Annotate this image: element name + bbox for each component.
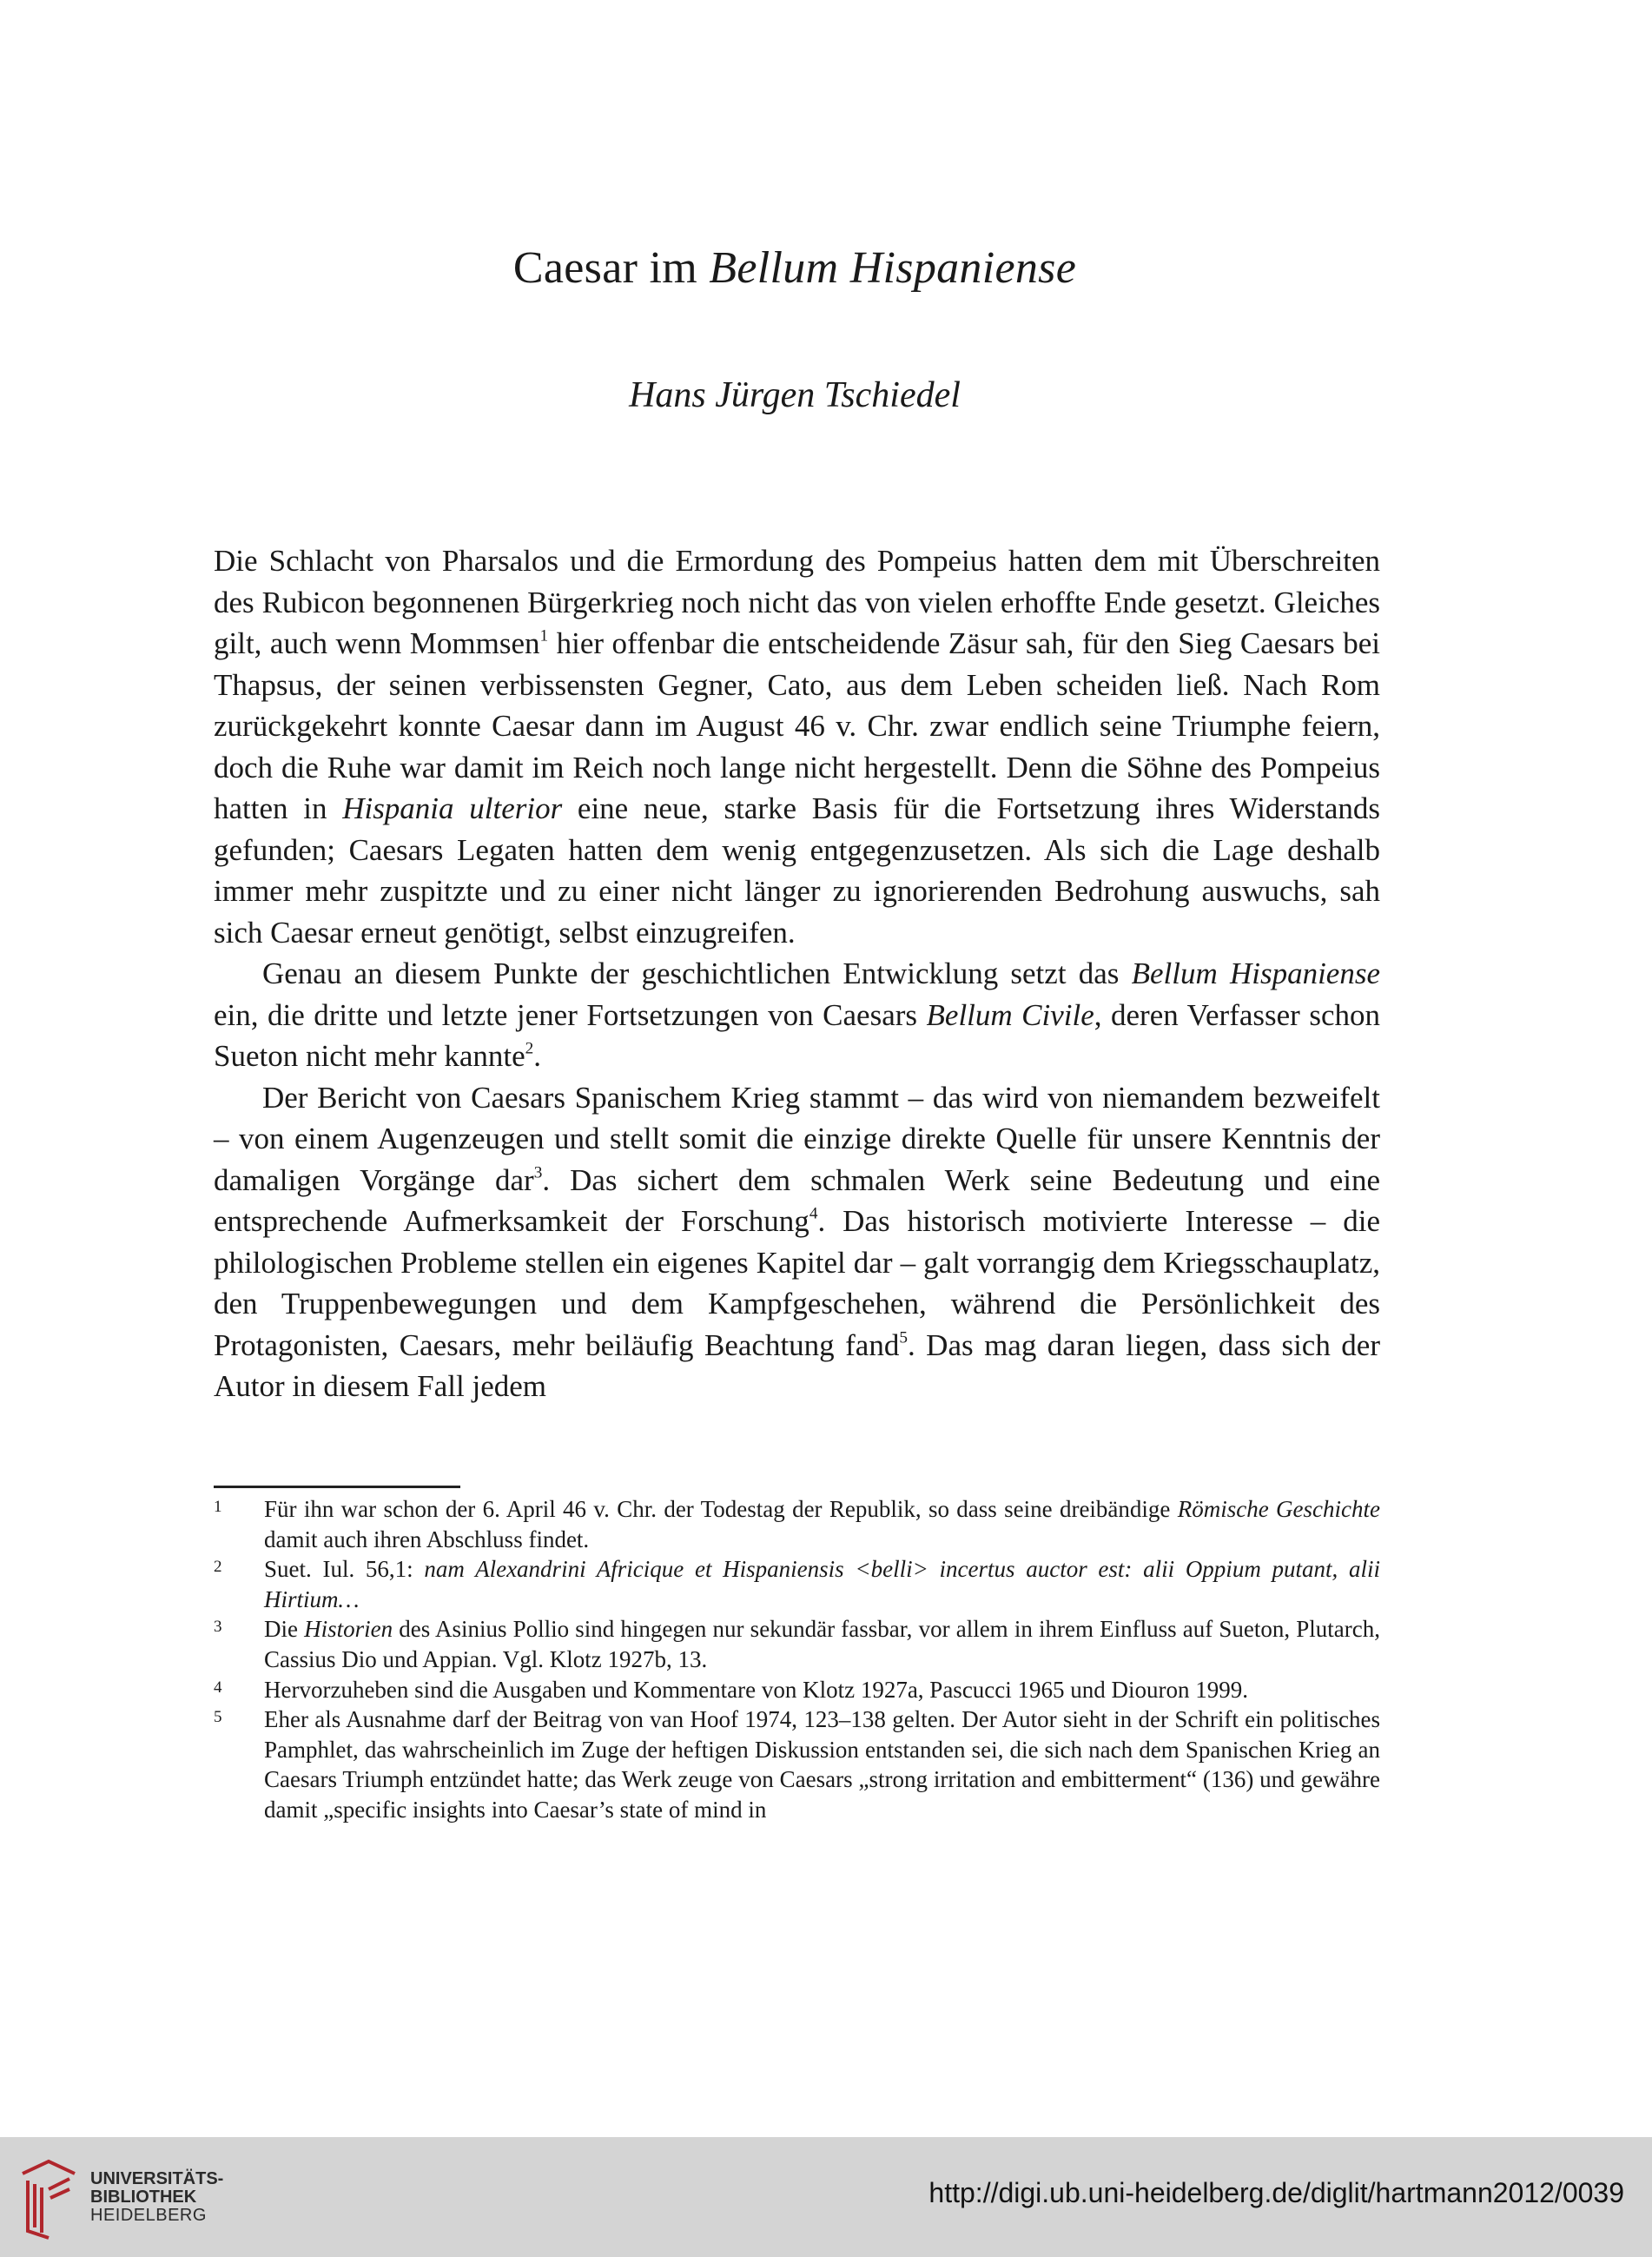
- footnote-number: 4: [214, 1678, 222, 1697]
- paragraph-3: [214, 1077, 1380, 1407]
- italic-run: Historien: [304, 1616, 393, 1643]
- text-run: hier offenbar die entscheidende Zäsur sah, für den Sieg Caesars bei Thapsus, der seinen verbissensten Gegner, Cato, aus dem Leben scheiden ließ. Nach Rom zurückgekehrt konnte Caesar dann im August 46 v. Chr. zwar endlich seine Triumphe feiern, doch die Ruhe war damit im Reich noch lange nicht hergestellt. Denn die Söhne des Pompeius hatten in: [214, 626, 1380, 825]
- logo-line-3: HEIDELBERG: [90, 2206, 207, 2225]
- text-run: Genau an diesem Punkte der geschichtlichen Entwicklung setzt das: [262, 956, 1132, 990]
- footnote-2: [214, 1554, 1380, 1614]
- footer-bar: [0, 2137, 1652, 2257]
- footnotes: [214, 1494, 1380, 1825]
- text-run: .: [533, 1039, 542, 1073]
- text-run: Für ihn war schon der 6. April 46 v. Chr. der Todestag der Republik, so dass seine dreibändige: [264, 1496, 1178, 1522]
- library-logo[interactable]: [16, 2154, 224, 2241]
- title-italic: Bellum Hispaniense: [709, 243, 1077, 293]
- footnote-divider: [214, 1486, 460, 1488]
- footnote-ref-3[interactable]: 3: [533, 1163, 543, 1182]
- italic-run: Bellum Hispaniense: [1131, 956, 1380, 990]
- text-run: Eher als Ausnahme darf der Beitrag von van Hoof 1974, 123–138 gelten. Der Autor sieht in der Schrift ein politisches Pamphlet, das wahrscheinlich im Zuge der heftigen Diskussion entstanden sei, die sich nach dem Spanischen Krieg an Caesars Triumph entzündet hatte; das Werk zeuge von Caesars „strong irritation and embitterment“ (136) und gewähre damit „specific insights into Caesar’s state of mind in: [264, 1706, 1380, 1823]
- footnote-number: 3: [214, 1618, 222, 1637]
- text-run: . Das historisch motivierte Interesse – die philologischen Probleme stellen ein eigenes Kapitel dar – galt vorrangig dem Kriegsschauplatz, den Truppenbewegungen und dem Kampfgeschehen, während die Persönlichkeit des Protagonisten, Caesars, mehr beiläufig Beachtung fand: [214, 1204, 1380, 1362]
- italic-run: nam Alexandrini Africique et Hispaniensis <belli> incertus auctor est: alii Oppium putant, alii Hirtium…: [264, 1556, 1380, 1612]
- text-run: Der Bericht von Caesars Spanischem Krieg stammt – das wird von niemandem bezweifelt – von einem Augenzeugen und stellt somit die einzige direkte Quelle für unsere Kenntnis der damaligen Vorgänge dar: [214, 1080, 1380, 1197]
- footnote-ref-2[interactable]: 2: [525, 1039, 534, 1058]
- text-run: . Das mag daran liegen, dass sich der Autor in diesem Fall jedem: [214, 1327, 1380, 1403]
- text-run: , deren Verfasser schon Sueton nicht mehr kannte: [214, 997, 1380, 1073]
- source-url-link[interactable]: http://digi.ub.uni-heidelberg.de/diglit/hartmann2012/0039: [928, 2177, 1624, 2208]
- text-run: Hervorzuheben sind die Ausgaben und Kommentare von Klotz 1927a, Pascucci 1965 und Diouron 1999.: [264, 1676, 1249, 1703]
- footnote-ref-1[interactable]: 1: [539, 626, 549, 645]
- text-run: Die: [264, 1616, 305, 1643]
- logo-line-1: UNIVERSITÄTS-: [90, 2169, 224, 2188]
- footnote-5: [214, 1704, 1380, 1824]
- footnote-4: [214, 1675, 1380, 1705]
- title-plain: Caesar im: [512, 243, 710, 293]
- footnote-ref-4[interactable]: 4: [809, 1204, 818, 1223]
- italic-run: Bellum Civile: [926, 997, 1094, 1032]
- body-text: [214, 540, 1380, 1407]
- paragraph-1: [214, 540, 1380, 953]
- article-title: [0, 242, 1589, 295]
- footnote-1: [214, 1494, 1380, 1554]
- library-logo-text: [90, 2170, 223, 2225]
- text-run: . Das sichert dem schmalen Werk seine Bedeutung und eine entsprechende Aufmerksamkeit der Forschung: [214, 1162, 1380, 1238]
- footnote-number: 5: [214, 1708, 222, 1727]
- logo-line-2: BIBLIOTHEK: [90, 2188, 197, 2207]
- text-run: des Asinius Pollio sind hingegen nur sekundär fassbar, vor allem in ihrem Einfluss auf Sueton, Plutarch, Cassius Dio und Appian. Vgl. Klotz 1927b, 13.: [264, 1616, 1381, 1672]
- text-run: Die Schlacht von Pharsalos und die Ermordung des Pompeius hatten dem mit Überschreiten des Rubicon begonnenen Bürgerkrieg noch nicht das von vielen erhoffte Ende gesetzt. Gleiches gilt, auch wenn Mommsen: [214, 544, 1380, 660]
- text-run: ein, die dritte und letzte jener Fortsetzungen von Caesars: [214, 997, 927, 1032]
- text-run: eine neue, starke Basis für die Fortsetzung ihres Widerstands gefunden; Caesars Legaten hatten dem wenig entgegenzusetzen. Als sich die Lage deshalb immer mehr zuspitzte und zu einer nicht länger zu ignorierenden Bedrohung auswuchs, sah sich Caesar erneut genötigt, selbst einzugreifen.: [214, 791, 1380, 950]
- footnote-ref-5[interactable]: 5: [899, 1328, 908, 1347]
- footnote-number: 1: [214, 1498, 222, 1516]
- library-logo-icon: [16, 2154, 82, 2241]
- footnote-number: 2: [214, 1558, 222, 1577]
- italic-run: Römische Geschichte: [1177, 1496, 1380, 1522]
- author-name: Hans Jürgen Tschiedel: [629, 375, 961, 415]
- footnote-3: [214, 1614, 1380, 1674]
- text-run: damit auch ihren Abschluss findet.: [264, 1526, 590, 1552]
- paragraph-2: [214, 953, 1380, 1077]
- italic-run: Hispania ulterior: [342, 791, 563, 825]
- text-run: Suet. Iul. 56,1:: [264, 1556, 425, 1583]
